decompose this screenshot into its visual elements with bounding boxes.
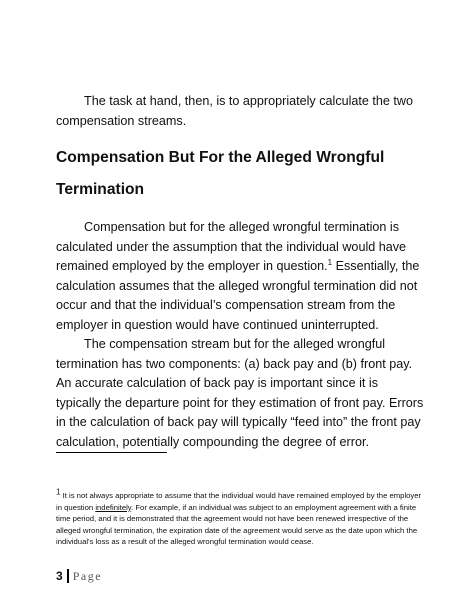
page-number: 3: [56, 569, 63, 583]
section-heading-line-1: Compensation But For the Alleged Wrongful: [56, 149, 385, 166]
page-footer: [56, 569, 102, 583]
footnote: [56, 487, 426, 548]
intro-paragraph: The task at hand, then, is to appropriately calculate the two compensation streams.: [56, 94, 414, 128]
section-heading-line-2: Termination: [56, 181, 145, 198]
footnote-underlined-word: indefinitely: [95, 502, 132, 512]
footer-divider: [67, 569, 69, 583]
page-label: Page: [72, 569, 103, 583]
footnote-separator: [56, 452, 167, 453]
body-paragraph-1: [56, 218, 424, 335]
paragraph-1-text-continued: Essentially, the calculation assumes that the alleged wrongful termination did not occur and that the individual’s compensation stream from the employer in question would have continued uninterrupted.: [56, 259, 420, 332]
footnote-text: It is not always appropriate to assume that the individual would have remained employed by the employer in question: [56, 491, 422, 512]
paragraph-1-text: Compensation but for the alleged wrongful termination is calculated under the assumption that the individual would have remained employed by the employer in question.: [56, 220, 407, 273]
body-paragraph-2: The compensation stream but for the alleged wrongful termination has two components: (a) back pay and (b) front pay. An accurate calculation of back pay is important since it is typically the departure point for they estimation of front pay. Errors in the calculation of back pay will typically “feed into” the front pay calculation, potentially compounding the degree of error.: [56, 337, 424, 449]
footnote-text-continued: . For example, if an individual was subject to an employment agreement with a finite time period, and it is demonstrated that the agreement would not have been renewed irrespective of the alleged wrongful termination, the expiration date of the agreement would serve as the date upon which the individual’s loss as a result of the alleged wrongful termination would cease.: [56, 502, 418, 547]
footnote-marker: 1: [56, 487, 61, 497]
footnote-reference: 1: [327, 257, 333, 267]
